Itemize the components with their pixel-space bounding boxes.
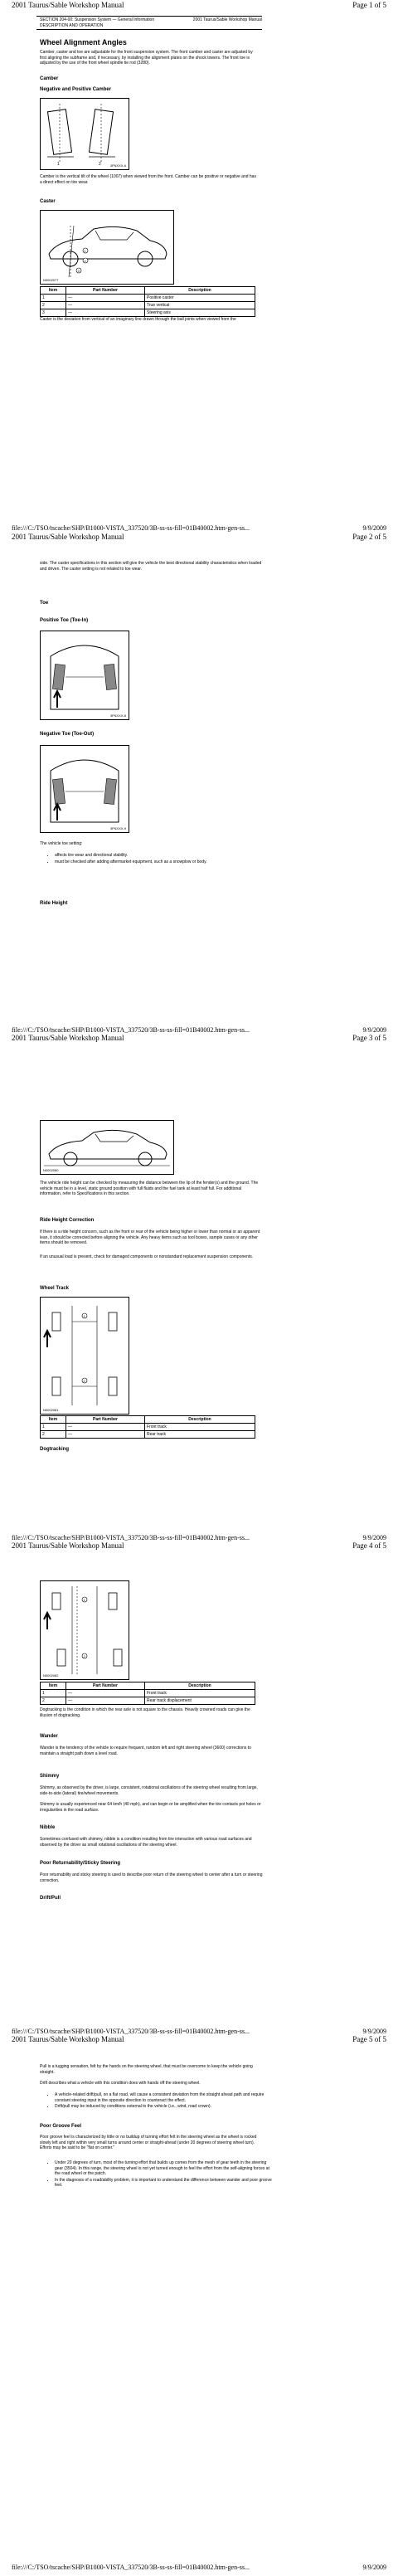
figure-code: N0002081 xyxy=(43,1408,59,1412)
footer-path: file:///C:/TSO/tscache/SHP/B1000-VISTA_337520/3B-ss-ss-fill=01B40002.htm-gen-ss... xyxy=(12,1534,250,1541)
list-item: • Drift/pull may be induced by conditions external to the vehicle (i.e., wind, road crown). xyxy=(55,2104,272,2110)
wheel-track-heading: Wheel Track xyxy=(40,1286,70,1291)
table-cell: 2 xyxy=(41,302,66,309)
toe-out-figure xyxy=(40,745,129,833)
dogtracking-figure xyxy=(40,1580,129,1680)
table-cell: — xyxy=(66,1697,145,1705)
wheel-track-illustration xyxy=(41,1298,129,1414)
page-footer xyxy=(12,524,386,532)
table-row xyxy=(41,302,255,309)
section-bar xyxy=(40,17,262,28)
table-row xyxy=(41,1431,255,1439)
svg-text:2: 2 xyxy=(84,259,86,263)
svg-text:2: 2 xyxy=(83,1379,85,1383)
ride-height-heading: Ride Height xyxy=(40,901,68,906)
table-cell: — xyxy=(66,1424,145,1431)
table-cell: — xyxy=(66,1690,145,1697)
section-rule xyxy=(36,16,262,17)
drift-bullet-list xyxy=(45,2092,272,2111)
svg-text:1: 1 xyxy=(84,249,86,253)
table-cell: Steering axis xyxy=(145,309,255,317)
list-item: • affects tire wear and directional stability. xyxy=(55,853,270,859)
table-cell: 2 xyxy=(41,1697,66,1705)
column-header: Part Number xyxy=(66,1682,145,1690)
page-header xyxy=(12,1,386,9)
table-cell: 2 xyxy=(41,1431,66,1439)
figure-code: 3FNXXX-8 xyxy=(109,713,126,718)
toe-bullet-list xyxy=(45,853,270,865)
toe-out-subheading: Negative Toe (Toe-Out) xyxy=(40,732,95,737)
dogtracking-parts-table xyxy=(40,1682,255,1705)
dogtracking-illustration xyxy=(41,1581,129,1679)
page-number: Page 2 of 5 xyxy=(352,533,386,541)
footer-path: file:///C:/TSO/tscache/SHP/B1000-VISTA_337520/3B-ss-ss-fill=01B40002.htm-gen-ss... xyxy=(12,2028,250,2035)
page-header xyxy=(12,1034,386,1042)
column-header: Part Number xyxy=(66,287,145,295)
correction-text-1: If there is a ride height concern, such as the front or rear of the vehicle being higher or lower than normal or an apparent lean, it should be corrected before aligning the vehicle. Any heavy items such as tool boxes, sample cases or any other items should be removed. xyxy=(40,1230,260,1245)
dogtracking-heading: Dogtracking xyxy=(40,1447,70,1452)
table-cell: 1 xyxy=(41,1690,66,1697)
page-number: Page 4 of 5 xyxy=(352,1541,386,1550)
table-cell: — xyxy=(66,309,145,317)
wheel-track-parts-table xyxy=(40,1415,255,1439)
caster-figure xyxy=(40,210,174,285)
intro-paragraph: Camber, caster and toe are adjustable for the front suspension system. The front camber and caster are adjusted by first aligning the subframe and, if necessary, by installing the alignment plates on the shock towers. The front toe is adjusted by the use of the front wheel spindle tie rod (3280). xyxy=(40,50,253,66)
caster-car-illustration xyxy=(41,211,173,284)
toe-in-illustration xyxy=(41,631,129,719)
table-row xyxy=(41,1424,255,1431)
page-footer xyxy=(12,2028,386,2035)
footer-path: file:///C:/TSO/tscache/SHP/B1000-VISTA_337520/3B-ss-ss-fill=01B40002.htm-gen-ss... xyxy=(12,2564,250,2571)
figure-code: 3FNXXX-9 xyxy=(109,826,126,830)
manual-title: 2001 Taurus/Sable Workshop Manual xyxy=(12,533,124,541)
section-rule xyxy=(36,29,262,30)
table-cell: Rear track xyxy=(145,1431,255,1439)
toe-heading: Toe xyxy=(40,601,49,606)
column-header: Item xyxy=(41,287,66,295)
table-cell: Front track xyxy=(145,1424,255,1431)
figure-code: N0002080 xyxy=(43,1168,59,1172)
footer-path: file:///C:/TSO/tscache/SHP/B1000-VISTA_337520/3B-ss-ss-fill=01B40002.htm-gen-ss... xyxy=(12,1026,250,1034)
svg-text:3: 3 xyxy=(77,269,80,273)
poor-groove-bullet-list xyxy=(45,2160,272,2189)
drift-pull-heading: Drift/Pull xyxy=(40,1896,61,1901)
ride-height-car-illustration xyxy=(41,1121,173,1174)
table-cell: 3 xyxy=(41,309,66,317)
figure-code: N0002077 xyxy=(43,278,59,282)
table-row xyxy=(41,1697,255,1705)
svg-text:2: 2 xyxy=(99,162,101,167)
column-header: Item xyxy=(41,1682,66,1690)
shimmy-heading: Shimmy xyxy=(40,1774,60,1779)
table-header-row xyxy=(41,287,255,295)
section-name: SECTION 204-00: Suspension System — General Information xyxy=(40,17,155,22)
toe-out-illustration xyxy=(41,746,129,832)
shimmy-text-1: Shimmy, as observed by the driver, is large, consistent, rotational oscillations of the steering wheel resulting from large, side-to-side (lateral) tire/wheel movements. xyxy=(40,1785,258,1796)
ride-height-figure xyxy=(40,1120,174,1175)
caster-text: Caster is the deviation from vertical of an imaginary line drawn through the ball joints when viewed from the xyxy=(40,317,236,322)
svg-text:1: 1 xyxy=(57,162,60,167)
column-header: Part Number xyxy=(66,1416,145,1424)
page-header xyxy=(12,1541,386,1550)
page-number: Page 5 of 5 xyxy=(352,2035,386,2043)
section-manual: 2001 Taurus/Sable Workshop Manual xyxy=(192,17,262,22)
column-header: Description xyxy=(145,1682,255,1690)
footer-date: 9/9/2009 xyxy=(362,524,386,532)
caster-continued-text: side. The caster specifications in this section will give the vehicle the best directional stability characteristics when loaded and driven. The caster setting is not related to toe wear. xyxy=(40,561,262,572)
page-footer xyxy=(12,1026,386,1034)
column-header: Description xyxy=(145,1416,255,1424)
caster-heading: Caster xyxy=(40,199,56,204)
toe-in-subheading: Positive Toe (Toe-In) xyxy=(40,618,89,623)
pull-text: Pull is a tugging sensation, felt by the hands on the steering wheel, that must be overcome to keep the vehicle going straight. xyxy=(40,2064,253,2075)
table-cell: 1 xyxy=(41,295,66,302)
figure-code: 3FNXXX-6 xyxy=(109,163,126,168)
page-number: Page 1 of 5 xyxy=(352,1,386,9)
manual-title: 2001 Taurus/Sable Workshop Manual xyxy=(12,1034,124,1042)
ride-height-text: The vehicle ride height can be checked by measuring the distance between the lip of the fender(s) and the ground. The vehicle must be in a level, static ground position with full fluids and the fuel tank at least half full. For additional information, refer to Specifications in this section. xyxy=(40,1181,259,1196)
ride-height-correction-heading: Ride Height Correction xyxy=(40,1218,95,1223)
nibble-text: Sometimes confused with shimmy, nibble is a condition resulting from tire interaction with various road surfaces and observed by the driver as small rotational oscillations of the steering wheel. xyxy=(40,1837,252,1848)
list-item: • In the diagnosis of a road/ability problem, it is important to understand the difference between wander and poor groove feel. xyxy=(55,2178,272,2189)
footer-date: 9/9/2009 xyxy=(362,1534,386,1541)
svg-text:2: 2 xyxy=(83,1654,85,1658)
poor-returnability-heading: Poor Returnability/Sticky Steering xyxy=(40,1861,121,1866)
toe-in-figure xyxy=(40,631,129,720)
list-item: • must be checked after adding aftermarket equipment, such as a snowplow or body. xyxy=(55,859,270,865)
caster-parts-table xyxy=(40,286,255,317)
manual-title: 2001 Taurus/Sable Workshop Manual xyxy=(12,1541,124,1550)
camber-figure xyxy=(40,98,129,170)
camber-illustration xyxy=(41,99,129,169)
footer-date: 9/9/2009 xyxy=(362,1026,386,1034)
poor-groove-text: Poor groove feel is characterized by little or no buildup of turning effort felt in the steering wheel as the wheel is rocked slowly left and right within very small turns around center or straight-ahead (under 20 degrees of steering wheel turn). Efforts may be said to be "flat on center." xyxy=(40,2135,257,2150)
table-cell: — xyxy=(66,295,145,302)
list-item: • Under 20 degrees of turn, most of the turning effort that builds up comes from the mesh of gear teeth in the steering gear (3504). In this range, the steering wheel is not yet turned enough to feel the effort from the self-aligning forces at the road wheel or the patch. xyxy=(55,2160,272,2177)
table-cell: Positive caster xyxy=(145,295,255,302)
dogtracking-text: Dogtracking is the condition in which the rear axle is not square to the chassis. Heavily crowned roads can give the illusion of dogtracking. xyxy=(40,1707,250,1718)
manual-title: 2001 Taurus/Sable Workshop Manual xyxy=(12,1,124,9)
footer-date: 9/9/2009 xyxy=(362,2028,386,2035)
camber-heading: Camber xyxy=(40,76,59,81)
table-header-row xyxy=(41,1682,255,1690)
poor-groove-heading: Poor Groove Feel xyxy=(40,2124,82,2129)
list-item: • A vehicle-related drift/pull, on a flat road, will cause a consistent deviation from the straight ahead path and require constant steering input in the opposite direction to counteract the effect. xyxy=(55,2092,272,2103)
camber-subheading: Negative and Positive Camber xyxy=(40,87,112,92)
footer-path: file:///C:/TSO/tscache/SHP/B1000-VISTA_337520/3B-ss-ss-fill=01B40002.htm-gen-ss... xyxy=(12,524,250,532)
wander-heading: Wander xyxy=(40,1734,58,1739)
footer-date: 9/9/2009 xyxy=(362,2564,386,2571)
table-cell: True vertical xyxy=(145,302,255,309)
drift-text: Drift describes what a vehicle with this condition does with hands off the steering wheel. xyxy=(40,2081,201,2086)
shimmy-text-2: Shimmy is usually experienced near 64 km/h (40 mph), and can begin or be amplified when the tire contacts pot holes or irregularities in the road surface. xyxy=(40,1802,261,1813)
table-cell: — xyxy=(66,1431,145,1439)
wheel-track-figure xyxy=(40,1297,129,1415)
correction-text-2: If an unusual load is present, check for damaged components or nonstandard replacement suspension components. xyxy=(40,1254,254,1259)
page-number: Page 3 of 5 xyxy=(352,1034,386,1042)
svg-text:1: 1 xyxy=(83,1314,85,1318)
page-header xyxy=(12,533,386,541)
poor-returnability-text: Poor returnability and sticky steering is used to describe poor return of the steering wheel to center after a turn or steering correction. xyxy=(40,1872,263,1883)
page-title: Wheel Alignment Angles xyxy=(40,38,127,46)
manual-title: 2001 Taurus/Sable Workshop Manual xyxy=(12,2035,124,2043)
table-row xyxy=(41,1690,255,1697)
column-header: Item xyxy=(41,1416,66,1424)
figure-code: N0002082 xyxy=(43,1673,59,1678)
table-row xyxy=(41,309,255,317)
wander-text: Wander is the tendency of the vehicle to require frequent, random left and right steering wheel (3600) corrections to maintain a straight path down a level road. xyxy=(40,1746,251,1756)
table-cell: 1 xyxy=(41,1424,66,1431)
page-header xyxy=(12,2035,386,2043)
toe-text: The vehicle toe setting: xyxy=(40,841,83,846)
table-cell: Rear track displacement xyxy=(145,1697,255,1705)
table-cell: Front track xyxy=(145,1690,255,1697)
page-footer xyxy=(12,1534,386,1541)
table-header-row xyxy=(41,1416,255,1424)
section-subtitle: DESCRIPTION AND OPERATION xyxy=(40,22,104,28)
svg-text:1: 1 xyxy=(83,1598,85,1602)
nibble-heading: Nibble xyxy=(40,1825,56,1830)
camber-text: Camber is the vertical tilt of the wheel (1007) when viewed from the front. Camber can be positive or negative and has a direct effect on tire wear. xyxy=(40,174,256,185)
table-cell: — xyxy=(66,302,145,309)
page-footer xyxy=(12,2564,386,2571)
column-header: Description xyxy=(145,287,255,295)
table-row xyxy=(41,295,255,302)
